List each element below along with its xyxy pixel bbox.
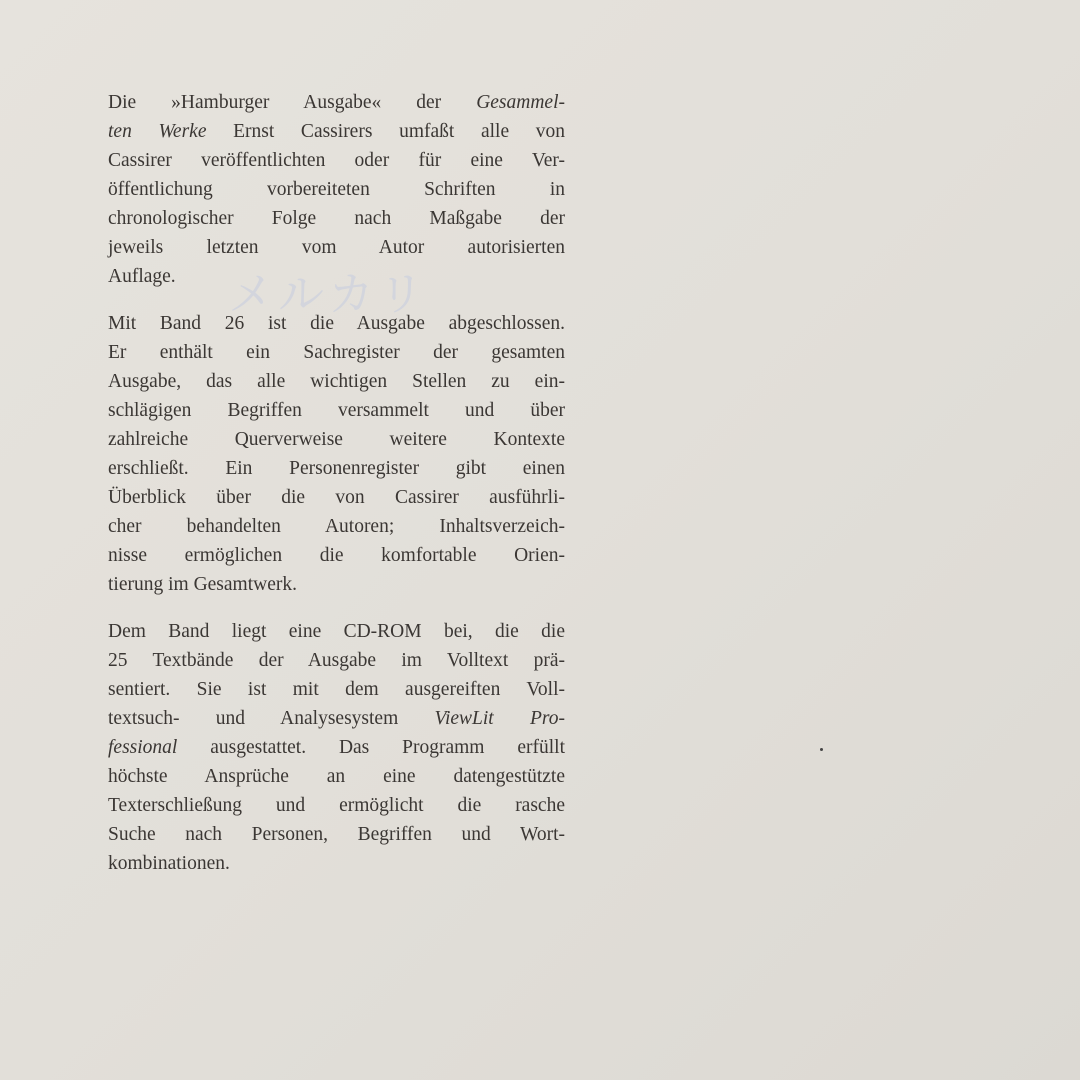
text: 25 Textbände der Ausgabe im Volltext prä-	[108, 650, 565, 671]
text-line	[108, 146, 565, 175]
text: Ausgabe, das alle wichtigen Stellen zu ein-	[108, 371, 565, 392]
text: sentiert. Sie ist mit dem ausgereiften Voll-	[108, 679, 565, 700]
italic-text: ViewLit Pro-	[434, 708, 566, 729]
text-line	[108, 454, 565, 483]
text-line	[108, 262, 565, 291]
text: tierung im Gesamtwerk.	[108, 574, 297, 595]
text: cher behandelten Autoren; Inhaltsverzeich-	[108, 516, 565, 537]
text-line	[108, 570, 565, 599]
text: jeweils letzten vom Autor autorisierten	[108, 237, 565, 258]
text-line	[108, 675, 565, 704]
text-line	[108, 233, 565, 262]
text-line	[108, 117, 565, 146]
text: Überblick über die von Cassirer ausführli-	[108, 487, 565, 508]
speck	[820, 748, 823, 751]
text-line	[108, 425, 565, 454]
text: höchste Ansprüche an eine datengestützte	[108, 766, 565, 787]
text-line	[108, 820, 565, 849]
text-line	[108, 204, 565, 233]
text: Mit Band 26 ist die Ausgabe abgeschlossen.	[108, 313, 565, 334]
paragraph	[108, 617, 565, 878]
text: ausgestattet. Das Programm erfüllt	[177, 737, 565, 758]
text: Auflage.	[108, 266, 176, 287]
text: kombinationen.	[108, 853, 230, 874]
text-line	[108, 309, 565, 338]
text: Cassirer veröffentlichten oder für eine Ver-	[108, 150, 565, 171]
text: Er enthält ein Sachregister der gesamten	[108, 342, 565, 363]
paragraph	[108, 88, 565, 291]
text: Texterschließung und ermöglicht die rasche	[108, 795, 565, 816]
text: textsuch- und Analysesystem	[108, 708, 435, 729]
text: chronologischer Folge nach Maßgabe der	[108, 208, 565, 229]
text-line	[108, 646, 565, 675]
text: Dem Band liegt eine CD-ROM bei, die die	[108, 621, 565, 642]
italic-text: Gesammel-	[476, 92, 565, 113]
text-line	[108, 483, 565, 512]
italic-text: fessional	[108, 737, 178, 758]
text-line	[108, 541, 565, 570]
text-line	[108, 704, 565, 733]
text: öffentlichung vorbereiteten Schriften in	[108, 179, 565, 200]
text-line	[108, 512, 565, 541]
text-line	[108, 367, 565, 396]
text-line	[108, 338, 565, 367]
text: nisse ermöglichen die komfortable Orien-	[108, 545, 565, 566]
text-line	[108, 762, 565, 791]
text-line	[108, 396, 565, 425]
back-cover-text	[108, 88, 565, 896]
text-line	[108, 849, 565, 878]
text: schlägigen Begriffen versammelt und über	[108, 400, 565, 421]
mercari-watermark: メルカリ	[228, 267, 428, 321]
text: erschließt. Ein Personenregister gibt einen	[108, 458, 565, 479]
text: zahlreiche Querverweise weitere Kontexte	[108, 429, 565, 450]
paragraph	[108, 309, 565, 599]
text-line	[108, 88, 565, 117]
text: Die »Hamburger Ausgabe« der	[108, 92, 477, 113]
text-line	[108, 617, 565, 646]
text-line	[108, 791, 565, 820]
text: Suche nach Personen, Begriffen und Wort-	[108, 824, 565, 845]
text-line	[108, 733, 565, 762]
text: Ernst Cassirers umfaßt alle von	[206, 121, 565, 142]
text-line	[108, 175, 565, 204]
italic-text: ten Werke	[108, 121, 207, 142]
